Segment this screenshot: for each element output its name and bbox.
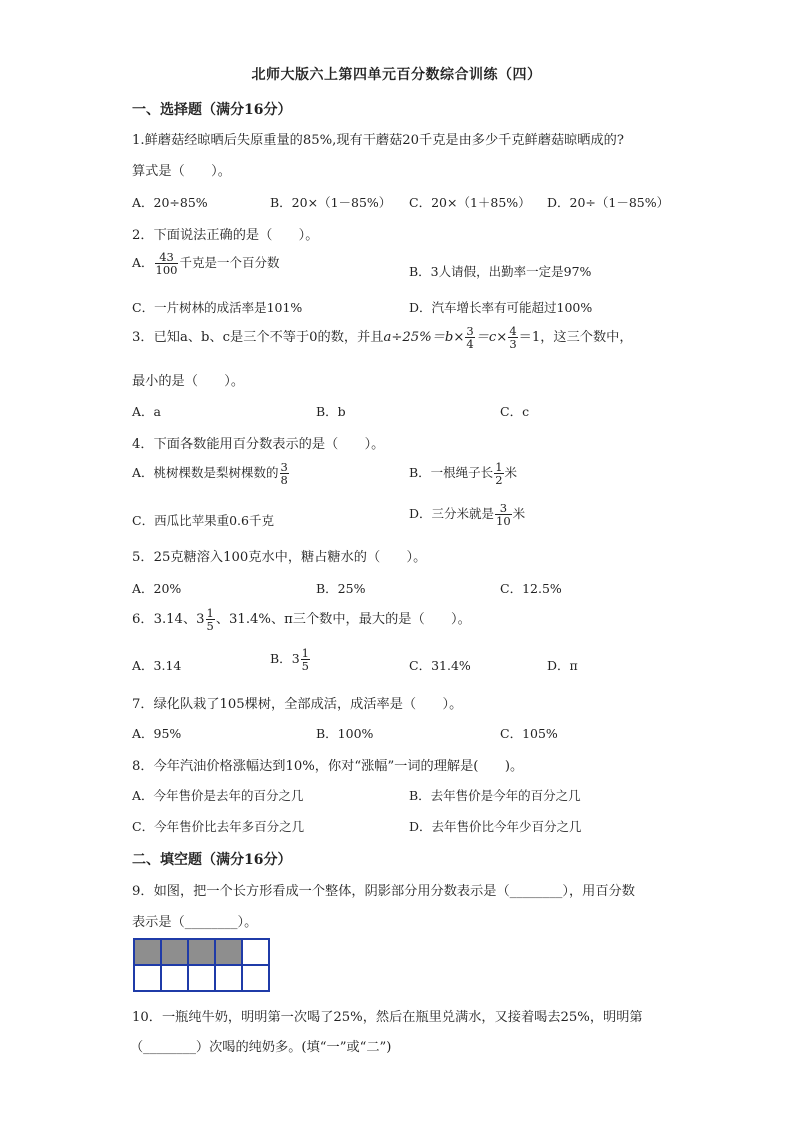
q5-option-c: C．12.5% (500, 581, 562, 596)
q3-stem-line2: 最小的是（ ）。 (132, 374, 245, 389)
fraction-numerator: 1 (206, 606, 214, 620)
q4-option-c: C．西瓜比苹果重0.6千克 (132, 513, 274, 528)
fraction-denominator: 5 (301, 659, 309, 674)
q2-option-a-fraction (155, 251, 179, 276)
grid-cell-shaded (134, 939, 161, 965)
grid-cell (215, 965, 242, 991)
q4-option-d-text: D．三分米就是 (409, 506, 495, 522)
q8-option-b: B．去年售价是今年的百分之几 (409, 788, 581, 803)
grid-cell (134, 965, 161, 991)
q6-option-b-prefix: B． (270, 651, 292, 667)
q1-option-b: B．20×（1－85%） (270, 195, 392, 210)
q3-stem-text: 3．已知a、b、c是三个不等于0的数，并且 (132, 330, 384, 346)
q9-rectangle-grid (133, 938, 270, 992)
q4-option-d-unit: 米 (512, 506, 526, 522)
q4-option-a (132, 461, 290, 486)
q10-stem: 10．一瓶纯牛奶，明明第一次喝了25%，然后在瓶里兑满水，又接着喝去25%，明明第 (132, 1010, 643, 1025)
q2-option-b: B．3人请假，出勤率一定是97% (409, 264, 592, 279)
fraction-denominator: 100 (155, 263, 178, 278)
q3-equation-part1: a÷25%＝b× (383, 330, 465, 346)
q3-equation-end: ＝1 (518, 330, 541, 346)
q6-option-d: D．π (547, 658, 578, 673)
q5-option-a: A．20% (132, 581, 182, 596)
mixed-fraction (206, 607, 215, 632)
section-fill-blank-heading: 二、填空题（满分16分） (132, 852, 292, 868)
grid-cell (242, 965, 269, 991)
q6-option-b-mixed-number (291, 646, 311, 674)
q6-option-a: A．3.14 (132, 658, 182, 673)
q3-equation-part2: ＝c× (475, 330, 508, 346)
q6-option-b (270, 647, 311, 672)
q6-mixed-number (196, 606, 216, 634)
q4-stem: 4．下面各数能用百分数表示的是（ ）。 (132, 437, 385, 452)
q2-option-c: C．一片树林的成活率是101% (132, 300, 303, 315)
q3-fraction-2 (508, 325, 517, 350)
q1-stem: 1.鲜蘑菇经晾晒后失原重量的85%,现有干蘑菇20千克是由多少千克鲜蘑菇晾晒成的? (132, 133, 624, 148)
q8-option-d: D．去年售价比今年少百分之几 (409, 819, 582, 834)
q6-option-c: C．31.4% (409, 658, 471, 673)
q3-stem-text-post: ，这三个数中， (540, 330, 633, 346)
q4-option-b-text: B．一根绳子长 (409, 465, 494, 481)
mixed-whole: 3 (291, 651, 300, 667)
fraction-numerator: 43 (159, 250, 174, 264)
q5-option-b: B．25% (316, 581, 366, 596)
q4-option-a-fraction (280, 461, 289, 486)
q6-stem-post: 、31.4%、π三个数中，最大的是（ ）。 (215, 612, 471, 628)
grid-cell-shaded (215, 939, 242, 965)
fraction-denominator: 8 (280, 473, 288, 488)
mixed-fraction (301, 647, 310, 672)
q8-stem: 8．今年汽油价格涨幅达到10%，你对“涨幅”一词的理解是( )。 (132, 759, 524, 774)
q4-option-a-text: A．桃树棵数是梨树棵数的 (132, 465, 279, 481)
q3-option-c: C．c (500, 404, 530, 419)
fraction-numerator: 1 (301, 646, 309, 660)
q8-option-a: A．今年售价是去年的百分之几 (132, 788, 304, 803)
section-choice-heading: 一、选择题（满分16分） (132, 102, 292, 118)
q1-option-d: D．20÷（1－85%） (547, 195, 670, 210)
q10-stem-line2: （________）次喝的纯奶多。(填“一”或“二”) (130, 1040, 392, 1055)
fraction-denominator: 3 (509, 337, 517, 352)
q2-option-a-prefix: A． (132, 255, 154, 271)
q3-stem (132, 325, 633, 350)
q7-option-a: A．95% (132, 726, 182, 741)
q7-option-b: B．100% (316, 726, 374, 741)
q4-option-b (409, 461, 517, 486)
grid-cell (188, 965, 215, 991)
grid-cell (161, 965, 188, 991)
grid-cell-shaded (161, 939, 188, 965)
q3-fraction-1 (465, 325, 474, 350)
q4-option-d-fraction (495, 502, 512, 527)
fraction-numerator: 4 (509, 324, 517, 338)
q5-stem: 5．25克糖溶入100克水中，糖占糖水的（ ）。 (132, 550, 427, 565)
fraction-numerator: 3 (280, 460, 288, 474)
q2-option-a-suffix: 千克是一个百分数 (179, 255, 280, 271)
q7-stem: 7．绿化队栽了105棵树，全部成活，成活率是（ ）。 (132, 697, 463, 712)
q2-option-a (132, 251, 280, 276)
q4-option-d (409, 502, 525, 527)
fraction-denominator: 10 (496, 514, 511, 529)
q6-stem-pre: 6．3.14、 (132, 612, 197, 628)
q2-stem: 2．下面说法正确的是（ ）。 (132, 228, 319, 243)
page-title: 北师大版六上第四单元百分数综合训练（四） (251, 67, 542, 83)
mixed-whole: 3 (196, 612, 205, 628)
q3-option-a: A．a (132, 404, 161, 419)
q2-option-d: D．汽车增长率有可能超过100% (409, 300, 593, 315)
fraction-numerator: 3 (466, 324, 474, 338)
q3-option-b: B．b (316, 404, 346, 419)
fraction-numerator: 1 (495, 460, 503, 474)
fraction-denominator: 2 (495, 473, 503, 488)
q1-option-a: A．20÷85% (132, 195, 208, 210)
q1-option-c: C．20×（1＋85%） (409, 195, 531, 210)
q7-option-c: C．105% (500, 726, 558, 741)
q1-stem-line2: 算式是（ ）。 (132, 164, 231, 179)
fraction-denominator: 4 (466, 337, 474, 352)
grid-cell (242, 939, 269, 965)
q4-option-b-unit: 米 (504, 465, 518, 481)
q6-stem (132, 607, 471, 632)
q9-stem-line2: 表示是（________）。 (132, 915, 258, 930)
q8-option-c: C．今年售价比去年多百分之几 (132, 819, 305, 834)
fraction-denominator: 5 (206, 619, 214, 634)
q9-stem: 9．如图，把一个长方形看成一个整体，阴影部分用分数表示是（________），用百分数 (132, 884, 635, 899)
grid-cell-shaded (188, 939, 215, 965)
q4-option-b-fraction (494, 461, 503, 486)
fraction-numerator: 3 (499, 501, 508, 515)
